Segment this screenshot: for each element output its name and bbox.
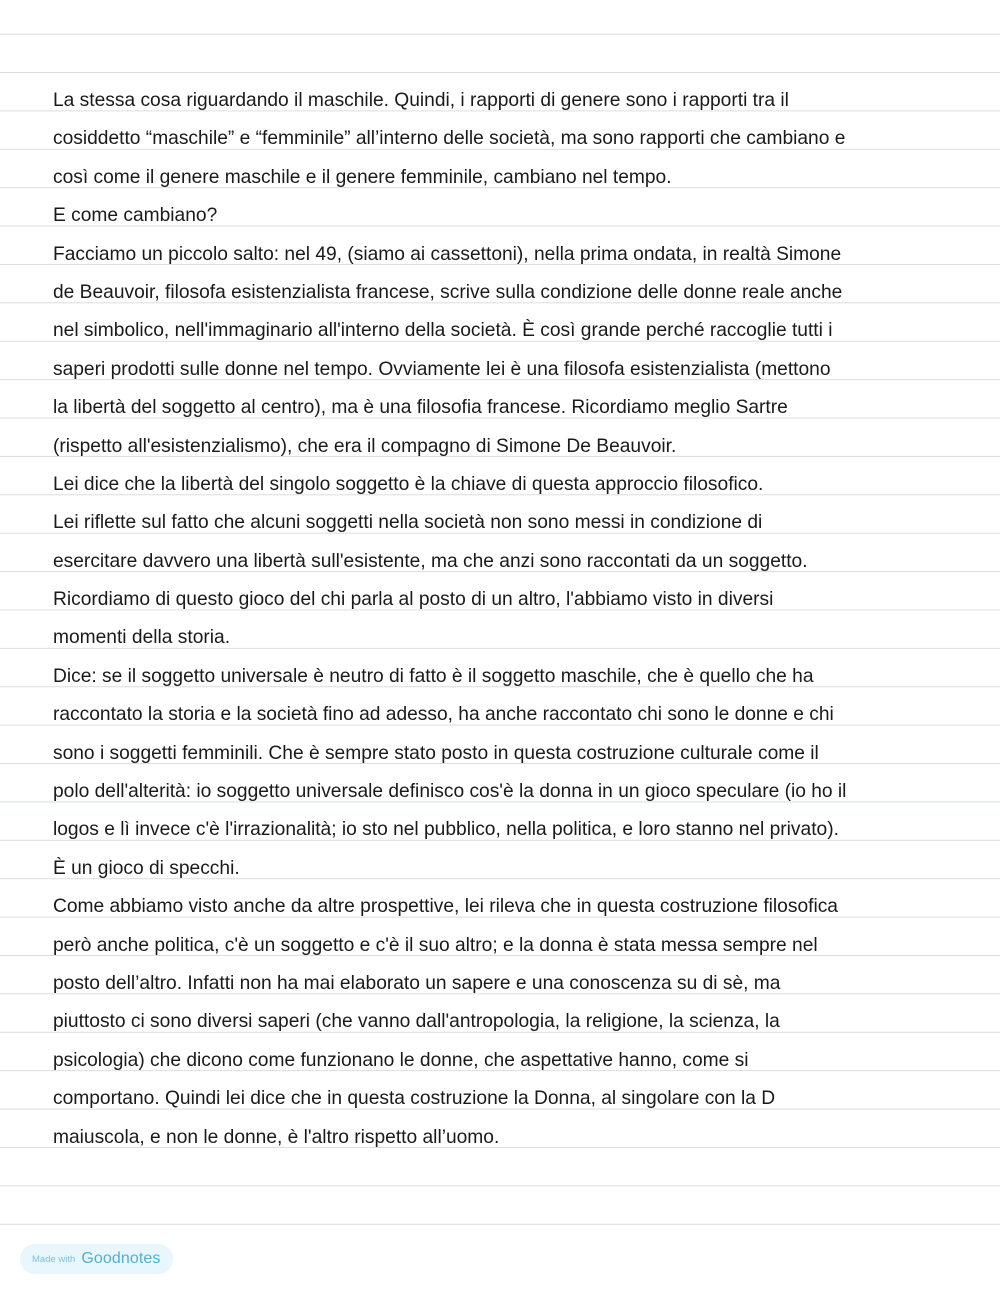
text-line: La stessa cosa riguardando il maschile. Quindi, i rapporti di genere sono i rapporti tra il: [53, 90, 789, 111]
text-line: esercitare davvero una libertà sull'esistente, ma che anzi sono raccontati da un soggetto.: [53, 550, 808, 572]
text-line: de Beauvoir, filosofa esistenzialista francese, scrive sulla condizione delle donne reale anche: [53, 281, 843, 303]
text-line: piuttosto ci sono diversi saperi (che vanno dall'antropologia, la religione, la scienza, la: [53, 1011, 780, 1033]
text-line: cosiddetto “maschile” e “femminile” all’interno delle società, ma sono rapporti che cambiano e: [53, 128, 846, 150]
text-line: polo dell'alterità: io soggetto universale definisco cos'è la donna in un gioco speculare (io ho il: [53, 781, 847, 803]
text-line: E come cambiano?: [53, 205, 218, 227]
text-line: la libertà del soggetto al centro), ma è una filosofia francese. Ricordiamo meglio Sartre: [53, 397, 788, 419]
text-line: Dice: se il soggetto universale è neutro di fatto è il soggetto maschile, che è quello che ha: [53, 665, 814, 687]
text-line: posto dell’altro. Infatti non ha mai elaborato un sapere e una conoscenza su di sè, ma: [53, 972, 781, 994]
text-line: Lei dice che la libertà del singolo soggetto è la chiave di questa approccio filosofico.: [53, 473, 764, 495]
made-with-goodnotes-badge[interactable]: [20, 1244, 173, 1274]
text-line: psicologia) che dicono come funzionano le donne, che aspettative hanno, come si: [53, 1049, 749, 1071]
badge-prefix: Made with: [32, 1253, 76, 1265]
text-line: momenti della storia.: [53, 627, 231, 649]
text-line: logos e lì invece c'è l'irrazionalità; io sto nel pubblico, nella politica, e loro stanno nel privato).: [53, 819, 839, 841]
text-line: così come il genere maschile e il genere femminile, cambiano nel tempo.: [53, 166, 672, 188]
text-line: È un gioco di specchi.: [53, 857, 240, 879]
text-line: però anche politica, c'è un soggetto e c'è il suo altro; e la donna è stata messa sempre nel: [53, 934, 818, 956]
text-line: nel simbolico, nell'immaginario all'interno della società. È così grande perché raccoglie tutti i: [53, 320, 833, 342]
text-line: Ricordiamo di questo gioco del chi parla al posto di un altro, l'abbiamo visto in diversi: [53, 589, 774, 611]
text-line: comportano. Quindi lei dice che in questa costruzione la Donna, al singolare con la D: [53, 1088, 776, 1110]
text-line: sono i soggetti femminili. Che è sempre stato posto in questa costruzione culturale come il: [53, 742, 819, 764]
text-line: maiuscola, e non le donne, è l'altro rispetto all’uomo.: [53, 1126, 500, 1148]
text-line: raccontato la storia e la società fino ad adesso, ha anche raccontato chi sono le donne e chi: [53, 704, 834, 726]
text-line: Lei riflette sul fatto che alcuni soggetti nella società non sono messi in condizione di: [53, 512, 763, 534]
goodnotes-logo: Goodnotes: [81, 1250, 161, 1267]
note-text-block: [53, 82, 953, 1157]
text-line: Facciamo un piccolo salto: nel 49, (siamo ai cassettoni), nella prima ondata, in realtà Simone: [53, 243, 842, 265]
text-line: Come abbiamo visto anche da altre prospettive, lei rileva che in questa costruzione filosofica: [53, 896, 838, 918]
text-line: (rispetto all'esistenzialismo), che era il compagno di Simone De Beauvoir.: [53, 435, 677, 457]
text-line: saperi prodotti sulle donne nel tempo. Ovviamente lei è una filosofa esistenzialista (mettono: [53, 358, 831, 380]
